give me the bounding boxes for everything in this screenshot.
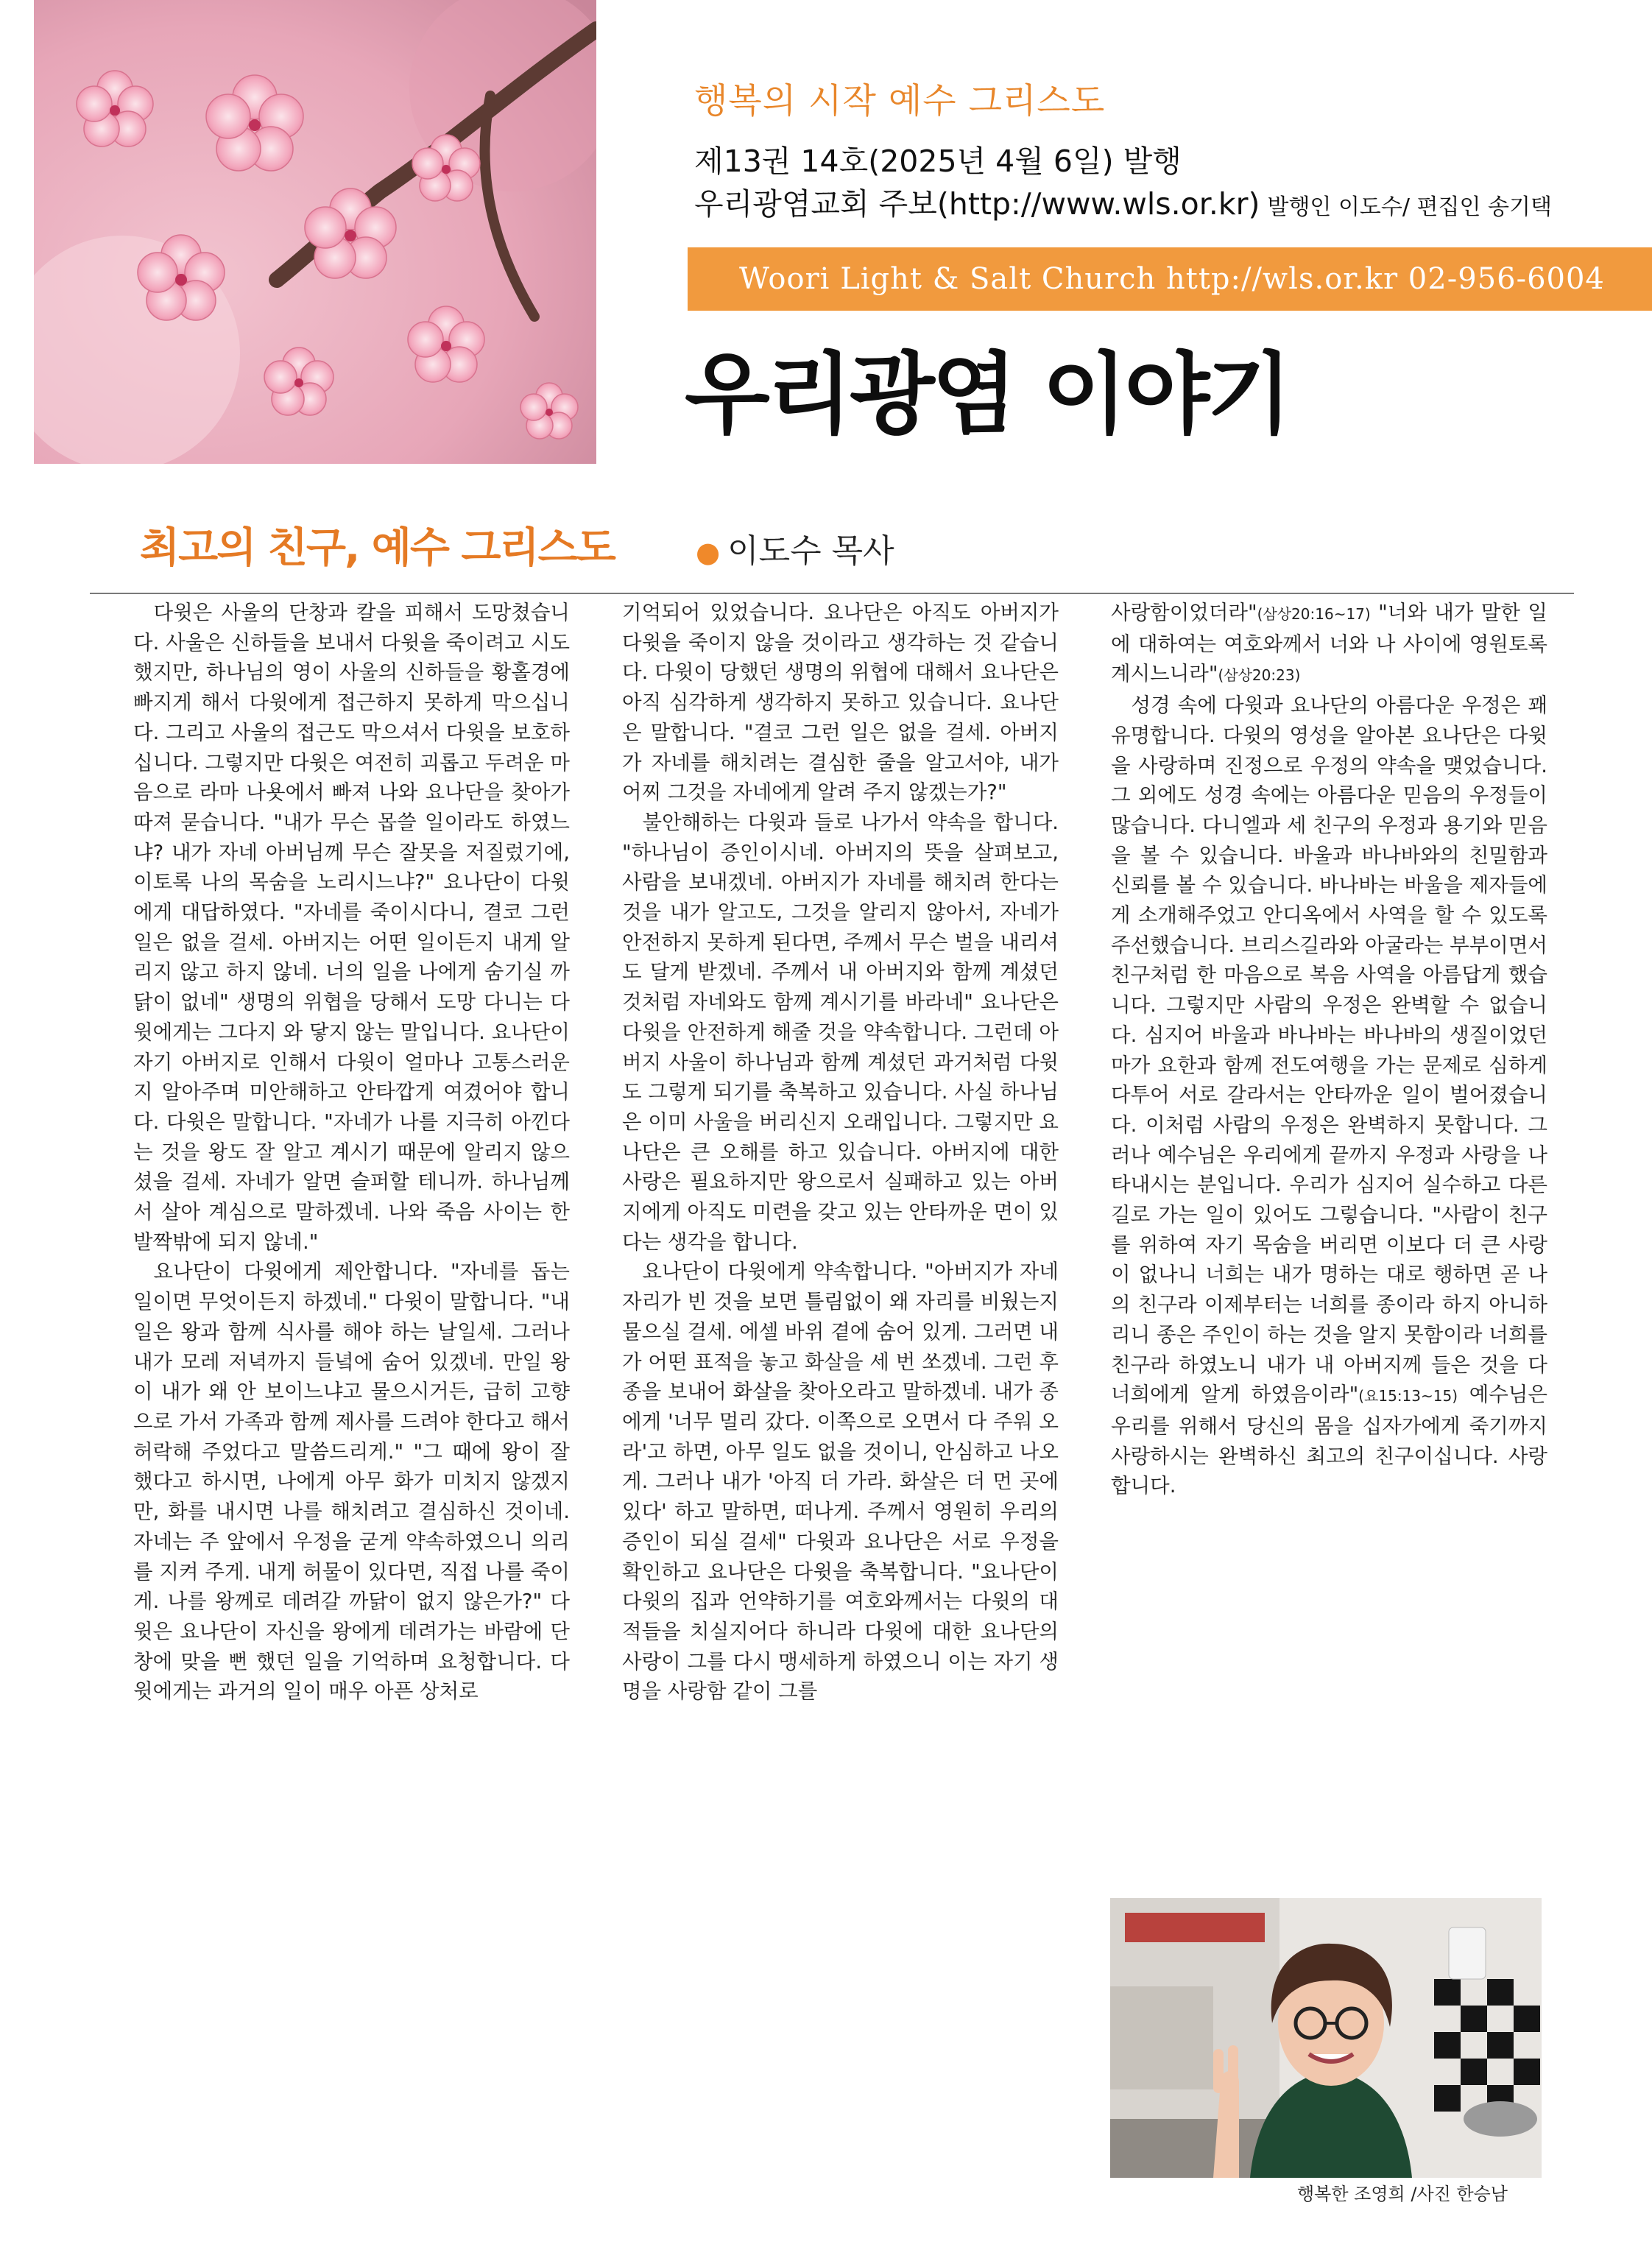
paragraph-text: 예수님은 우리를 위해서 당신의 몸을 십자가에게 죽기까지 사랑하시는 완벽하신 최고의 친구이십니다. 사랑합니다. — [1111, 1383, 1547, 1498]
paragraph: 불안해하는 다윗과 들로 나가서 약속을 합니다. "하나님이 증인이시네. 아버지의 뜻을 살펴보고, 사람을 보내겠네. 아버지가 자네를 해치려 한다는 것을 내가 알고도, 그것을 알리지 않아서, 자네가 안전하지 못하게 된다면, 주께서 무슨 벌을 내리셔도 달게 받겠네. 주께서 내 아버지와 함께 계셨던 것처럼 자네와도 함께 계시기를 바라네" 요나단은 다윗을 안전하게 해줄 것을 약속합니다. 그런데 아버지 사울이 하나님과 함께 계셨던 과거처럼 다윗도 그렇게 되기를 축복하고 있습니다. 사실 하나님은 이미 사울을 버리신지 오래입니다. 그렇지만 요나단은 큰 오해를 하고 있습니다. 아버지에 대한 사랑은 필요하지만 왕으로서 실패하고 있는 아버지에게 아직도 미련을 갖고 있는 안타까운 면이 있다는 생각을 합니다. — [622, 810, 1059, 1254]
bulletin-name: 우리광염교회 주보(http://www.wls.or.kr) — [694, 186, 1260, 222]
author-name: 이도수 목사 — [727, 532, 894, 570]
article-column-2 — [622, 598, 1059, 1707]
publisher-editor: 발행인 이도수/ 편집인 송기택 — [1267, 194, 1552, 220]
paragraph — [1111, 598, 1547, 691]
scripture-reference: (삼상20:23) — [1218, 666, 1301, 685]
photo-caption: 행복한 조영희 /사진 한승남 — [1297, 2184, 1508, 2204]
member-portrait-image — [1110, 1898, 1542, 2178]
paragraph: 요나단이 다윗에게 약속합니다. "아버지가 자네 자리가 빈 것을 보면 틀림없이 왜 자리를 비웠는지 물으실 걸세. 에셀 바위 곁에 숨어 있게. 그러면 내가 어떤 표적을 놓고 화살을 세 번 쏘겠네. 그런 후 종을 보내어 화살을 찾아오라고 말하겠네. 내가 종에게 '너무 멀리 갔다. 이쪽으로 오면서 다 주워 오라'고 하면, 아무 일도 없을 것이니, 안심하고 나오게. 그러나 내가 '아직 더 가라. 화살은 더 먼 곳에 있다' 하고 말하면, 떠나게. 주께서 영원히 우리의 증인이 되실 걸세" 다윗과 요나단은 서로 우정을 확인하고 요나단은 다윗을 축복합니다. "요나단이 다윗의 집과 언약하기를 여호와께서는 다윗의 대적들을 치실지어다 하니라 다윗에 대한 요나단의 사랑이 그를 다시 맹세하게 하였으니 이는 자기 생명을 사랑함 같이 그를 — [622, 1260, 1059, 1704]
cherry-blossom-image — [34, 0, 596, 464]
cherry-blossom-photo — [34, 0, 596, 464]
church-banner — [688, 247, 1652, 311]
masthead-title: 우리광염 이야기 — [685, 344, 1290, 446]
scripture-quote: "너와 내가 말한 일에 대하여는 여호와께서 너와 나 사이에 영원토록 계시느니라" — [1111, 601, 1547, 686]
paragraph-text: 성경 속에 다윗과 요나단의 아름다운 우정은 꽤 유명합니다. 다윗의 영성을 알아본 요나단은 다윗을 사랑하며 진정으로 우정의 약속을 맺었습니다. 그 외에도 성경 속에는 아름다운 믿음의 우정들이 많습니다. 다니엘과 세 친구의 우정과 용기와 믿음을 볼 수 있습니다. 바울과 바나바와의 친밀함과 신뢰를 볼 수 있습니다. 바나바는 바울을 제자들에게 소개해주었고 안디옥에서 사역을 할 수 있도록 주선했습니다. 브리스길라와 아굴라는 부부이면서 친구처럼 한 마음으로 복음 사역을 아름답게 했습니다. 그렇지만 사람의 우정은 완벽할 수 없습니다. 심지어 바울과 바나바는 바나바의 생질이었던 마가 요한과 함께 전도여행을 가는 문제로 심하게 다투어 서로 갈라서는 안타까운 일이 벌어졌습니다. 이처럼 사람의 우정은 완벽하지 못합니다. 그러나 예수님은 우리에게 끝까지 우정과 사랑을 나타내시는 분입니다. 우리가 심지어 실수하고 다른 길로 가는 일이 있어도 그렇습니다. "사람이 친구를 위하여 자기 목숨을 버리면 이보다 더 큰 사랑이 없나니 너희는 내가 명하는 대로 행하면 곧 나의 친구라 이제부터는 너희를 종이라 하지 아니하리니 종은 주인이 하는 것을 알지 못함이라 너희를 친구라 하였노니 내가 내 아버지께 들은 것을 다 너희에게 알게 하였음이라" — [1111, 694, 1547, 1407]
paragraph: 기억되어 있었습니다. 요나단은 아직도 아버지가 다윗을 죽이지 않을 것이라고 생각하는 것 같습니다. 다윗이 당했던 생명의 위협에 대해서 요나단은 아직 심각하게 생각하지 못하고 있습니다. 요나단은 말합니다. "결코 그런 일은 없을 걸세. 아버지가 자네를 해치려는 결심한 줄을 알고서야, 내가 어찌 그것을 자네에게 알려 주지 않겠는가?" — [622, 601, 1059, 805]
title-divider — [90, 593, 1574, 594]
issue-info: 제13권 14호(2025년 4월 6일) 발행 — [694, 144, 1182, 179]
paragraph: 요나단이 다윗에게 제안합니다. "자네를 돕는 일이면 무엇이든지 하겠네." 다윗이 말합니다. "내일은 왕과 함께 식사를 해야 하는 날일세. 그러나 내가 모레 저녁까지 들녘에 숨어 있겠네. 만일 왕이 내가 왜 안 보이느냐고 물으시거든, 급히 고향으로 가서 가족과 함께 제사를 드려야 한다고 해서 허락해 주었다고 말씀드리게." "그 때에 왕이 잘 했다고 하시면, 나에게 아무 화가 미치지 않겠지만, 화를 내시면 나를 해치려고 결심하신 것이네. 자네는 주 앞에서 우정을 굳게 약속하였으니 의리를 지켜 주게. 내게 허물이 있다면, 직접 나를 죽이게. 나를 왕께로 데려갈 까닭이 없지 않은가?" 다윗은 요나단이 자신을 왕에게 데려가는 바람에 단창에 맞을 뻔 했던 일을 기억하며 요청합니다. 다윗에게는 과거의 일이 매우 아픈 상처로 — [133, 1260, 570, 1704]
church-banner-text: Woori Light & Salt Church http://wls.or.kr 02-956-6004 — [739, 262, 1605, 296]
member-photo — [1110, 1898, 1542, 2178]
scripture-reference: (삼상20:16~17) — [1257, 605, 1371, 623]
paragraph — [1111, 691, 1547, 1501]
bullet-icon: ● — [696, 536, 721, 568]
scripture-quote: 사랑함이었더라" — [1111, 601, 1257, 624]
scripture-reference: (요15:13~15) — [1358, 1387, 1458, 1405]
tagline: 행복의 시작 예수 그리스도 — [694, 81, 1106, 121]
article-author — [696, 524, 894, 571]
publication-info — [694, 180, 1552, 223]
article-column-3 — [1111, 598, 1547, 1501]
article-title: 최고의 친구, 예수 그리스도 — [140, 524, 615, 572]
paragraph: 다윗은 사울의 단창과 칼을 피해서 도망쳤습니다. 사울은 신하들을 보내서 다윗을 죽이려고 시도했지만, 하나님의 영이 사울의 신하들을 황홀경에 빠지게 해서 다윗에게 접근하지 못하게 막으십니다. 그리고 사울의 접근도 막으셔서 다윗을 보호하십니다. 그렇지만 다윗은 여전히 괴롭고 두려운 마음으로 라마 나욧에서 빠져 나와 요나단을 찾아가 따져 묻습니다. "내가 무슨 몹쓸 일이라도 하였느냐? 내가 자네 아버님께 무슨 잘못을 저질렀기에, 이토록 나의 목숨을 노리시느냐?" 요나단이 다윗에게 대답하였다. "자네를 죽이시다니, 결코 그런 일은 없을 걸세. 아버지는 어떤 일이든지 내게 알리지 않고 하지 않네. 너의 일을 나에게 숨기실 까닭이 없네" 생명의 위협을 당해서 도망 다니는 다윗에게는 그다지 와 닿지 않는 말입니다. 요나단이 자기 아버지로 인해서 다윗이 얼마나 고통스러운지 알아주며 미안해하고 안타깝게 여겼어야 합니다. 다윗은 말합니다. "자네가 나를 지극히 아낀다는 것을 왕도 잘 알고 계시기 때문에 알리지 않으셨을 걸세. 자네가 알면 슬퍼할 테니까. 하나님께서 살아 계심으로 말하겠네. 나와 죽음 사이는 한 발짝밖에 되지 않네." — [133, 601, 570, 1254]
article-column-1 — [133, 598, 570, 1707]
